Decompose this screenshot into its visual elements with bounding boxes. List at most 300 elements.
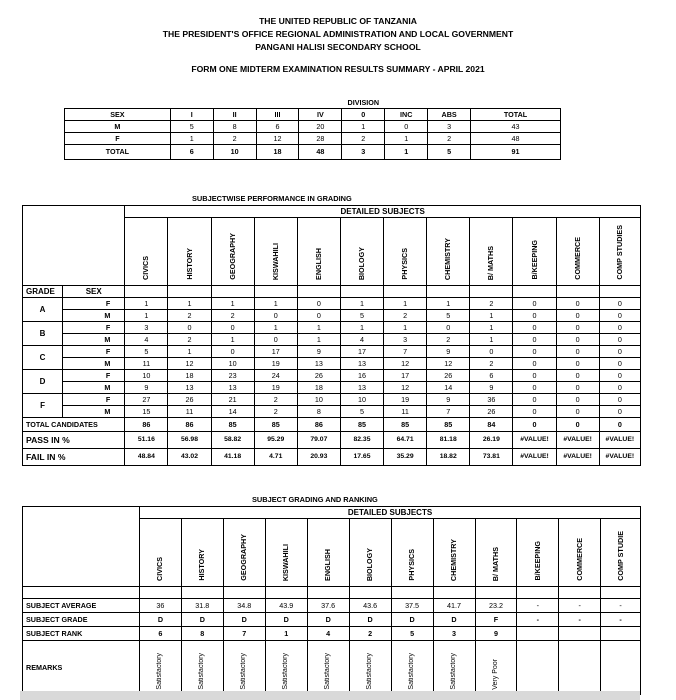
table-cell: 1 <box>384 298 427 310</box>
table-row <box>23 370 641 382</box>
table-cell: 0 <box>556 394 599 406</box>
empty-cell <box>265 587 307 599</box>
table-cell: 9 <box>475 627 517 641</box>
table-cell: 18 <box>256 145 299 160</box>
subject-name: HISTORY <box>197 549 207 581</box>
empty-cell <box>254 286 297 298</box>
table-cell: 11 <box>384 406 427 418</box>
subject-rank-row <box>23 627 641 641</box>
table-cell: 2 <box>349 627 391 641</box>
remark-text: Very Poor <box>491 659 499 690</box>
remark-text: Satisfactory <box>408 653 416 690</box>
table-cell: 0 <box>211 346 254 358</box>
table-cell: 0 <box>470 346 513 358</box>
table-cell: 1 <box>470 322 513 334</box>
remarks-row <box>23 641 641 695</box>
subject-header-cell <box>168 218 211 286</box>
row-label: TOTAL <box>65 145 171 160</box>
table-cell: 10 <box>340 394 383 406</box>
table-cell: 17 <box>340 346 383 358</box>
table-row <box>23 310 641 322</box>
remarks-label: REMARKS <box>23 641 140 695</box>
empty-cell <box>125 286 168 298</box>
subject-header-cell <box>556 218 599 286</box>
table-cell: 86 <box>297 418 340 432</box>
empty-cell <box>140 587 182 599</box>
remark-cell <box>140 641 182 695</box>
table-cell: 6 <box>470 370 513 382</box>
table-cell: 85 <box>211 418 254 432</box>
remark-cell <box>265 641 307 695</box>
fail-percent-label: FAIL IN % <box>23 449 125 466</box>
table-cell: 43.9 <box>265 599 307 613</box>
subject-name: COMMERCE <box>574 538 584 581</box>
division-col-header: INC <box>385 109 428 121</box>
empty-cell <box>23 587 140 599</box>
subject-header-cell <box>427 218 470 286</box>
subject-header-cell <box>433 519 475 587</box>
table-cell: 35.29 <box>384 449 427 466</box>
remark-cell <box>391 641 433 695</box>
subject-header-cell <box>254 218 297 286</box>
subject-header-cell <box>211 218 254 286</box>
table-cell: 18.82 <box>427 449 470 466</box>
table-cell: 81.18 <box>427 432 470 449</box>
table-cell: 5 <box>427 310 470 322</box>
table-cell: 9 <box>297 346 340 358</box>
table-row <box>23 334 641 346</box>
table-cell: 18 <box>297 382 340 394</box>
table-cell: #VALUE! <box>556 449 599 466</box>
table-cell: 5 <box>340 406 383 418</box>
table-cell: D <box>140 613 182 627</box>
table-row <box>65 133 561 145</box>
table-cell: #VALUE! <box>513 449 556 466</box>
table-cell: 1 <box>470 310 513 322</box>
remark-cell <box>601 641 641 695</box>
table-cell: 24 <box>254 370 297 382</box>
table-cell: 5 <box>428 145 471 160</box>
empty-cell <box>556 286 599 298</box>
table-cell: 0 <box>513 322 556 334</box>
division-col-header: 0 <box>342 109 385 121</box>
remark-text: Satisfactory <box>282 653 290 690</box>
table-cell: 2 <box>470 358 513 370</box>
subject-header-cell <box>559 519 601 587</box>
division-col-header: TOTAL <box>471 109 561 121</box>
table-cell: 0 <box>599 418 640 432</box>
empty-cell <box>384 286 427 298</box>
sex-label: F <box>63 394 125 406</box>
table-cell: #VALUE! <box>556 432 599 449</box>
total-candidates-label: TOTAL CANDIDATES <box>23 418 125 432</box>
table-cell: 91 <box>471 145 561 160</box>
remark-cell <box>433 641 475 695</box>
table-cell: 19 <box>384 394 427 406</box>
performance-title: SUBJECTWISE PERFORMANCE IN GRADING <box>192 194 352 203</box>
table-cell: 0 <box>297 310 340 322</box>
remark-cell <box>559 641 601 695</box>
table-cell: 0 <box>168 322 211 334</box>
pass-percent-row <box>23 432 641 449</box>
table-cell: 95.29 <box>254 432 297 449</box>
table-cell: 2 <box>384 310 427 322</box>
table-cell: D <box>349 613 391 627</box>
remark-text: Satisfactory <box>366 653 374 690</box>
division-col-header: II <box>213 109 256 121</box>
table-cell: - <box>601 613 641 627</box>
table-cell: 8 <box>213 121 256 133</box>
table-cell: D <box>181 613 223 627</box>
empty-cell <box>349 587 391 599</box>
table-cell: D <box>433 613 475 627</box>
subject-header-cell <box>223 519 265 587</box>
subject-header-cell <box>391 519 433 587</box>
sex-label: M <box>63 358 125 370</box>
empty-cell <box>601 587 641 599</box>
subject-name: B/KEEPING <box>529 240 539 280</box>
table-cell: 5 <box>125 346 168 358</box>
remark-cell <box>307 641 349 695</box>
table-cell: 3 <box>384 334 427 346</box>
table-cell: 56.98 <box>168 432 211 449</box>
table-cell: 0 <box>211 322 254 334</box>
table-cell: 5 <box>170 121 213 133</box>
ranking-title: SUBJECT GRADING AND RANKING <box>252 495 378 504</box>
subject-name: KISWAHILI <box>270 242 280 280</box>
subject-name: COMP STUDIE <box>615 531 625 581</box>
total-candidates-row <box>23 418 641 432</box>
table-cell: 0 <box>427 322 470 334</box>
sex-label: M <box>63 406 125 418</box>
division-column-headers <box>65 109 561 121</box>
sex-header: SEX <box>63 286 125 298</box>
table-cell: 2 <box>254 406 297 418</box>
empty-cell <box>223 587 265 599</box>
table-cell: 1 <box>125 310 168 322</box>
table-cell: 9 <box>470 382 513 394</box>
grade-label: C <box>23 346 63 370</box>
table-cell: 2 <box>428 133 471 145</box>
subject-header-cell <box>599 218 640 286</box>
table-cell: D <box>307 613 349 627</box>
spacer-row <box>23 587 641 599</box>
subject-name: BIOLOGY <box>365 547 375 581</box>
remark-cell <box>181 641 223 695</box>
empty-cell <box>340 286 383 298</box>
sex-label: F <box>63 346 125 358</box>
table-cell: 7 <box>223 627 265 641</box>
empty-cell <box>599 286 640 298</box>
table-cell: 1 <box>342 121 385 133</box>
subject-name: GEOGRAPHY <box>227 233 237 280</box>
table-cell: 86 <box>125 418 168 432</box>
table-cell: 0 <box>513 370 556 382</box>
empty-cell <box>297 286 340 298</box>
row-label: F <box>65 133 171 145</box>
table-cell <box>517 627 559 641</box>
table-cell: 0 <box>556 346 599 358</box>
table-cell: 12 <box>256 133 299 145</box>
table-cell: 0 <box>599 346 640 358</box>
subject-name: ENGLISH <box>313 248 323 280</box>
table-cell: 85 <box>427 418 470 432</box>
table-cell: 0 <box>599 370 640 382</box>
table-cell: 1 <box>340 298 383 310</box>
table-cell: 0 <box>599 334 640 346</box>
subject-header-cell <box>349 519 391 587</box>
subject-header-cell <box>297 218 340 286</box>
grade-label: F <box>23 394 63 418</box>
table-cell: 43 <box>471 121 561 133</box>
performance-table <box>22 205 641 466</box>
table-cell: 1 <box>170 133 213 145</box>
empty-cell <box>211 286 254 298</box>
table-cell: #VALUE! <box>513 432 556 449</box>
subject-header-cell <box>513 218 556 286</box>
table-cell: 1 <box>125 298 168 310</box>
table-cell: 19 <box>254 382 297 394</box>
subject-header-cell <box>125 218 168 286</box>
table-cell: F <box>475 613 517 627</box>
sex-label: F <box>63 322 125 334</box>
pass-percent-label: PASS IN % <box>23 432 125 449</box>
table-row <box>23 358 641 370</box>
grade-col-spacer <box>23 218 63 286</box>
table-cell: 51.16 <box>125 432 168 449</box>
ranking-detailed-header: DETAILED SUBJECTS <box>140 507 641 519</box>
sex-label: M <box>63 382 125 394</box>
table-cell: 1 <box>254 322 297 334</box>
table-cell: 20.93 <box>297 449 340 466</box>
table-cell: 0 <box>254 334 297 346</box>
table-cell: 10 <box>211 358 254 370</box>
table-row <box>23 394 641 406</box>
table-cell: 0 <box>513 382 556 394</box>
table-row <box>23 382 641 394</box>
subject-header-cell <box>140 519 182 587</box>
table-cell: 0 <box>556 322 599 334</box>
empty-cell <box>181 587 223 599</box>
table-cell: - <box>517 599 559 613</box>
table-cell: 1 <box>211 298 254 310</box>
subject-headers <box>23 218 641 286</box>
table-cell: 3 <box>433 627 475 641</box>
subject-header-cell <box>517 519 559 587</box>
table-cell: 43.6 <box>349 599 391 613</box>
table-cell: 0 <box>556 298 599 310</box>
table-cell: 12 <box>168 358 211 370</box>
table-cell: 23 <box>211 370 254 382</box>
subject-name: BIOLOGY <box>357 246 366 280</box>
empty-cell <box>470 286 513 298</box>
table-cell: 1 <box>384 322 427 334</box>
table-cell: - <box>559 599 601 613</box>
table-cell: 0 <box>599 322 640 334</box>
subject-name: COMMERCE <box>572 237 582 280</box>
subject-name: CHEMISTRY <box>443 237 453 280</box>
table-cell: 9 <box>427 346 470 358</box>
table-cell: 64.71 <box>384 432 427 449</box>
table-cell: 23.2 <box>475 599 517 613</box>
grade-header: GRADE <box>23 286 63 298</box>
table-cell: 13 <box>340 358 383 370</box>
table-cell: 6 <box>170 145 213 160</box>
table-cell: 18 <box>168 370 211 382</box>
subject-name: PHYSICS <box>400 248 410 280</box>
empty-cell <box>475 587 517 599</box>
ranking-table <box>22 506 641 695</box>
table-cell: 7 <box>427 406 470 418</box>
grade-sex-header-row <box>23 286 641 298</box>
table-cell: 5 <box>391 627 433 641</box>
table-cell: 14 <box>427 382 470 394</box>
grade-label: A <box>23 298 63 322</box>
subject-name: CIVICS <box>141 256 151 280</box>
table-cell: 1 <box>168 298 211 310</box>
subject-name: HISTORY <box>184 248 194 280</box>
table-cell: 2 <box>168 334 211 346</box>
empty-cell <box>427 286 470 298</box>
table-cell: 84 <box>470 418 513 432</box>
table-cell: 0 <box>513 418 556 432</box>
sex-label: M <box>63 334 125 346</box>
label-col-spacer <box>23 519 140 587</box>
subject-header-cell <box>601 519 641 587</box>
subject-grade-label: SUBJECT GRADE <box>23 613 140 627</box>
table-cell: 2 <box>213 133 256 145</box>
remark-text: Satisfactory <box>156 653 164 690</box>
table-cell: 0 <box>513 346 556 358</box>
row-label: M <box>65 121 171 133</box>
empty-cell <box>513 286 556 298</box>
grade-label: D <box>23 370 63 394</box>
remark-cell <box>517 641 559 695</box>
table-cell: 2 <box>470 298 513 310</box>
table-cell: 73.81 <box>470 449 513 466</box>
sex-label: F <box>63 298 125 310</box>
empty-cell <box>307 587 349 599</box>
table-cell: 17 <box>254 346 297 358</box>
table-cell: 34.8 <box>223 599 265 613</box>
remark-text: Satisfactory <box>324 653 332 690</box>
table-cell: 0 <box>599 310 640 322</box>
table-cell: 20 <box>299 121 342 133</box>
table-cell: D <box>265 613 307 627</box>
subject-name: B/KEEPING <box>532 541 542 581</box>
table-cell: 0 <box>513 334 556 346</box>
table-cell: 21 <box>211 394 254 406</box>
table-cell: #VALUE! <box>599 449 640 466</box>
division-col-header: I <box>170 109 213 121</box>
table-row <box>23 322 641 334</box>
table-cell: 1 <box>297 334 340 346</box>
table-cell: 0 <box>556 418 599 432</box>
table-cell: #VALUE! <box>599 432 640 449</box>
empty-cell <box>559 587 601 599</box>
subject-header-cell <box>475 519 517 587</box>
table-cell: 10 <box>297 394 340 406</box>
sex-label: F <box>63 370 125 382</box>
table-cell: 36 <box>140 599 182 613</box>
table-cell: 11 <box>125 358 168 370</box>
table-cell: 4 <box>307 627 349 641</box>
table-cell: 0 <box>513 298 556 310</box>
table-cell: 1 <box>254 298 297 310</box>
table-cell: 5 <box>340 310 383 322</box>
subject-header-cell <box>181 519 223 587</box>
table-cell: 48 <box>299 145 342 160</box>
table-cell: 0 <box>513 310 556 322</box>
subject-header-cell <box>265 519 307 587</box>
table-cell: 36 <box>470 394 513 406</box>
table-cell: 41.7 <box>433 599 475 613</box>
table-cell: 17 <box>384 370 427 382</box>
subject-rank-label: SUBJECT RANK <box>23 627 140 641</box>
table-cell: 85 <box>254 418 297 432</box>
subject-name: B/ MATHS <box>486 245 496 280</box>
subject-header-cell <box>307 519 349 587</box>
table-cell: 1 <box>297 322 340 334</box>
table-cell: 19 <box>254 358 297 370</box>
table-cell: 9 <box>427 394 470 406</box>
subject-name: PHYSICS <box>407 549 417 581</box>
remark-text: Satisfactory <box>240 653 248 690</box>
subject-name: B/ MATHS <box>490 546 500 581</box>
table-cell: 0 <box>385 121 428 133</box>
table-cell: 17.65 <box>340 449 383 466</box>
table-cell: 0 <box>556 382 599 394</box>
table-cell: 79.07 <box>297 432 340 449</box>
table-cell: 0 <box>556 358 599 370</box>
table-cell: 16 <box>340 370 383 382</box>
table-cell: D <box>223 613 265 627</box>
table-cell: 0 <box>599 358 640 370</box>
table-cell: 0 <box>556 334 599 346</box>
division-table <box>64 97 561 160</box>
table-cell: 4 <box>340 334 383 346</box>
table-cell: 0 <box>513 394 556 406</box>
table-cell: 6 <box>256 121 299 133</box>
table-cell: 2 <box>168 310 211 322</box>
table-cell: 86 <box>168 418 211 432</box>
remark-cell <box>223 641 265 695</box>
table-cell <box>559 627 601 641</box>
table-row <box>23 298 641 310</box>
table-cell: 0 <box>556 406 599 418</box>
office-title: THE PRESIDENT'S OFFICE REGIONAL ADMINISTRATION AND LOCAL GOVERNMENT <box>162 29 514 39</box>
sex-header: SEX <box>65 109 171 121</box>
subject-name: KISWAHILI <box>281 543 291 581</box>
empty-cell <box>168 286 211 298</box>
table-cell: 37.5 <box>391 599 433 613</box>
table-cell: 43.02 <box>168 449 211 466</box>
empty-cell <box>517 587 559 599</box>
table-cell: 2 <box>211 310 254 322</box>
table-cell: 3 <box>428 121 471 133</box>
table-cell: D <box>391 613 433 627</box>
table-cell: 9 <box>125 382 168 394</box>
subject-name: CIVICS <box>155 557 165 581</box>
table-cell: 1 <box>211 334 254 346</box>
table-cell: 26 <box>470 406 513 418</box>
table-cell: 1 <box>385 145 428 160</box>
table-cell: 2 <box>254 394 297 406</box>
table-cell: 4 <box>125 334 168 346</box>
table-cell: 8 <box>181 627 223 641</box>
division-header: DIVISION <box>347 97 380 107</box>
country-title: THE UNITED REPUBLIC OF TANZANIA <box>259 16 417 26</box>
